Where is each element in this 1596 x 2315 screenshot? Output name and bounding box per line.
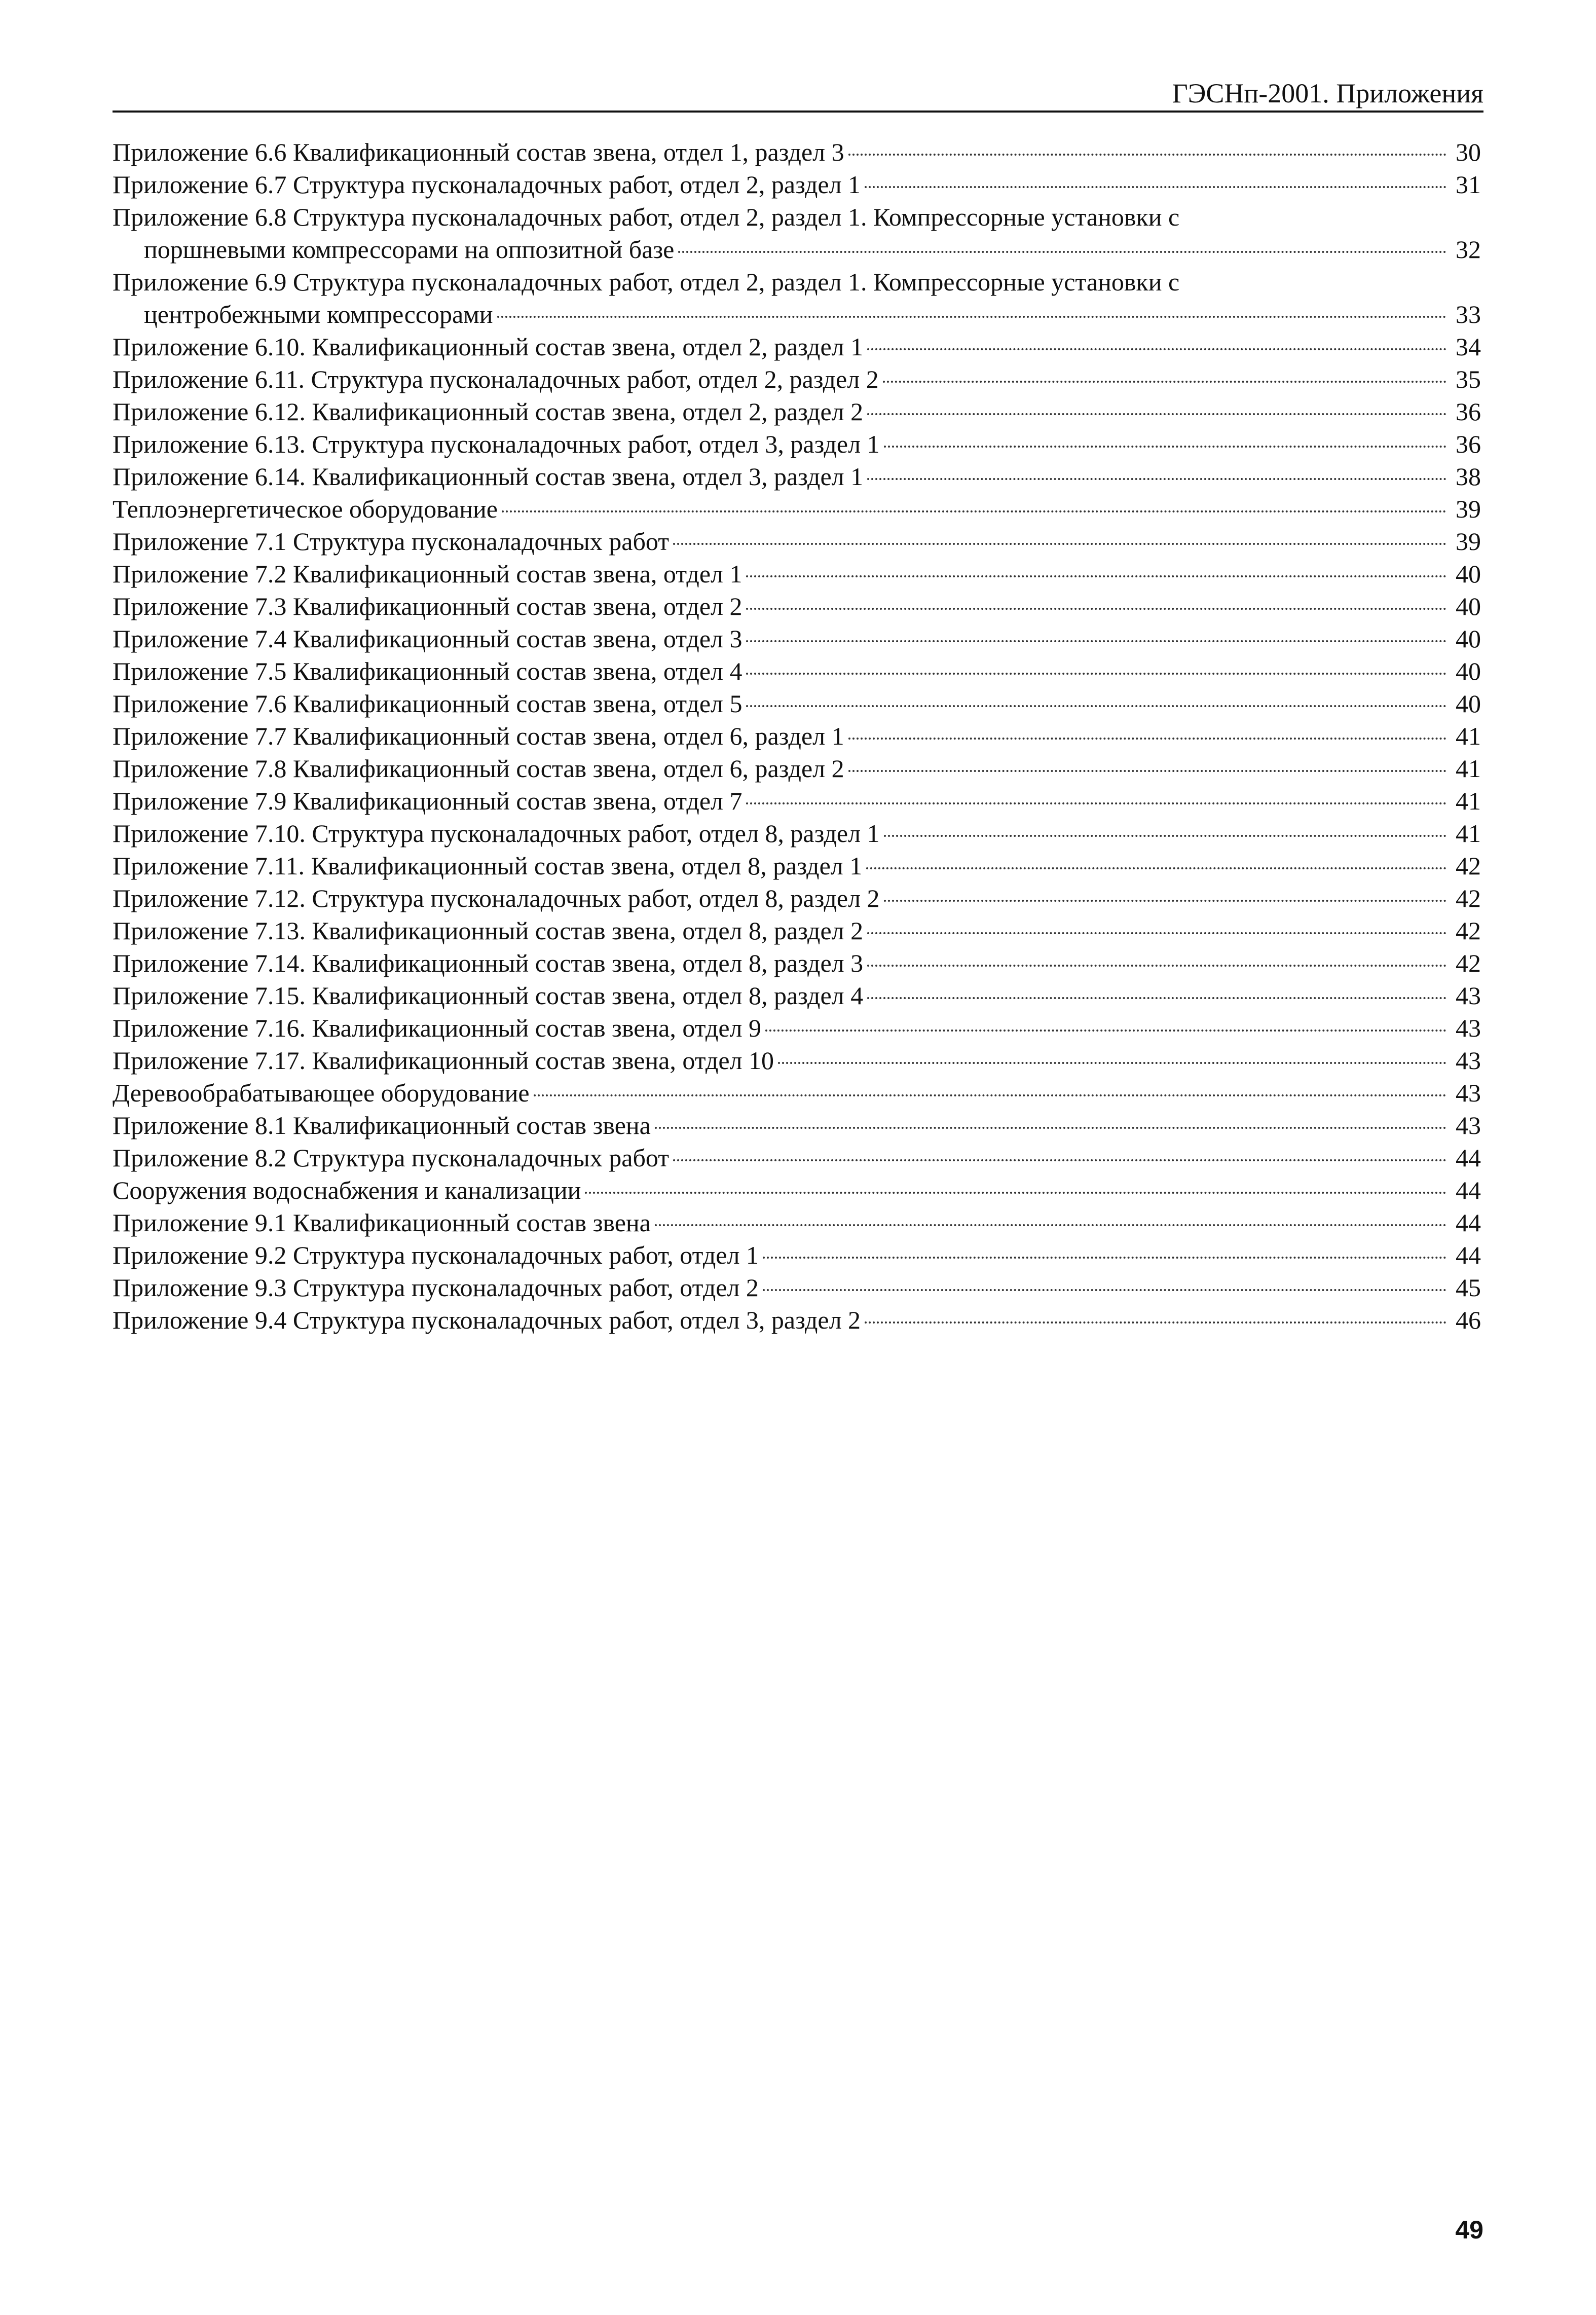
- dot-leader: [655, 1127, 1446, 1129]
- table-of-contents: [113, 136, 1481, 1336]
- toc-entry-page: 44: [1456, 1208, 1481, 1237]
- toc-entry-title: Приложение 9.1 Квалификационный состав звена: [113, 1208, 651, 1237]
- toc-entry-page: 36: [1456, 430, 1481, 458]
- toc-entry-title: Приложение 7.9 Квалификационный состав звена, отдел 7: [113, 787, 743, 815]
- toc-entry-title: Приложение 7.13. Квалификационный состав звена, отдел 8, раздел 2: [113, 916, 864, 945]
- toc-entry-page: 44: [1456, 1176, 1481, 1204]
- toc-entry-title: Приложение 9.3 Структура пусконаладочных работ, отдел 2: [113, 1273, 759, 1302]
- toc-entry: [113, 1142, 1481, 1174]
- toc-entry: [113, 266, 1481, 330]
- toc-entry: [113, 1239, 1481, 1271]
- toc-entry-title: Приложение 7.10. Структура пусконаладочных работ, отдел 8, раздел 1: [113, 819, 880, 848]
- toc-entry-page: 43: [1456, 1111, 1481, 1140]
- dot-leader: [746, 608, 1446, 610]
- dot-leader: [884, 835, 1446, 837]
- toc-entry: [113, 493, 1481, 525]
- toc-entry: [113, 460, 1481, 493]
- toc-entry-title: Приложение 9.2 Структура пусконаладочных работ, отдел 1: [113, 1241, 759, 1269]
- dot-leader: [678, 251, 1446, 253]
- toc-entry-title: Приложение 7.2 Квалификационный состав звена, отдел 1: [113, 560, 743, 588]
- page-header: [113, 76, 1483, 113]
- toc-entry-title: Приложение 6.10. Квалификационный состав звена, отдел 2, раздел 1: [113, 333, 864, 361]
- toc-entry-title: Сооружения водоснабжения и канализации: [113, 1176, 581, 1204]
- dot-leader: [746, 802, 1446, 804]
- toc-entry-title: Приложение 7.14. Квалификационный состав звена, отдел 8, раздел 3: [113, 949, 864, 977]
- toc-entry-continuation: поршневыми компрессорами на оппозитной базе: [144, 235, 675, 264]
- toc-entry-title: Приложение 6.6 Квалификационный состав звена, отдел 1, раздел 3: [113, 138, 844, 166]
- toc-entry: [113, 363, 1481, 395]
- toc-entry-page: 42: [1456, 884, 1481, 912]
- toc-entry-continuation-line: [113, 233, 1481, 266]
- toc-entry: [113, 622, 1481, 655]
- toc-entry-title: Приложение 7.4 Квалификационный состав звена, отдел 3: [113, 624, 743, 653]
- toc-entry-page: 31: [1456, 170, 1481, 199]
- dot-leader: [502, 510, 1446, 512]
- toc-entry-page: 42: [1456, 916, 1481, 945]
- toc-entry-title: Приложение 7.7 Квалификационный состав звена, отдел 6, раздел 1: [113, 722, 844, 750]
- toc-entry-title: Приложение 7.5 Квалификационный состав звена, отдел 4: [113, 657, 743, 685]
- toc-entry-title: Приложение 7.6 Квалификационный состав звена, отдел 5: [113, 689, 743, 718]
- toc-entry-title: Приложение 8.2 Структура пусконаладочных работ: [113, 1144, 670, 1172]
- dot-leader: [848, 154, 1446, 156]
- toc-entry: [113, 1109, 1481, 1142]
- toc-entry: [113, 1271, 1481, 1304]
- toc-entry-page: 43: [1456, 1079, 1481, 1107]
- toc-entry-page: 41: [1456, 722, 1481, 750]
- toc-entry-page: 40: [1456, 560, 1481, 588]
- dot-leader: [763, 1257, 1446, 1259]
- toc-entry-page: 32: [1456, 235, 1481, 264]
- toc-entry: [113, 979, 1481, 1012]
- toc-entry-title: Приложение 6.7 Структура пусконаладочных работ, отдел 2, раздел 1: [113, 170, 861, 199]
- dot-leader: [585, 1192, 1446, 1194]
- toc-entry-title: Приложение 7.11. Квалификационный состав звена, отдел 8, раздел 1: [113, 852, 863, 880]
- toc-entry-page: 43: [1456, 1014, 1481, 1042]
- toc-entry: [113, 687, 1481, 720]
- toc-entry-title: Приложение 7.3 Квалификационный состав звена, отдел 2: [113, 592, 743, 620]
- toc-entry: [113, 590, 1481, 622]
- toc-entry: [113, 1012, 1481, 1044]
- dot-leader: [765, 1030, 1446, 1032]
- toc-entry: [113, 136, 1481, 168]
- dot-leader: [746, 673, 1446, 675]
- dot-leader: [778, 1062, 1446, 1064]
- toc-entry-title: Приложение 7.17. Квалификационный состав звена, отдел 10: [113, 1046, 774, 1075]
- toc-entry-page: 44: [1456, 1144, 1481, 1172]
- toc-entry: [113, 914, 1481, 947]
- dot-leader: [867, 997, 1446, 999]
- toc-entry-title: Приложение 6.12. Квалификационный состав звена, отдел 2, раздел 2: [113, 397, 864, 426]
- toc-entry-title: Приложение 6.11. Структура пусконаладочных работ, отдел 2, раздел 2: [113, 365, 879, 393]
- dot-leader: [867, 478, 1446, 480]
- toc-entry-page: 36: [1456, 397, 1481, 426]
- dot-leader: [848, 770, 1446, 772]
- dot-leader: [867, 413, 1446, 415]
- toc-entry-page: 42: [1456, 852, 1481, 880]
- toc-entry: [113, 1174, 1481, 1206]
- toc-entry-page: 42: [1456, 949, 1481, 977]
- dot-leader: [746, 640, 1446, 642]
- dot-leader: [655, 1224, 1446, 1226]
- dot-leader: [497, 316, 1446, 318]
- toc-entry-title: Приложение 6.9 Структура пусконаладочных работ, отдел 2, раздел 1. Компрессорные установки с: [113, 268, 1180, 296]
- dot-leader: [883, 381, 1446, 383]
- dot-leader: [763, 1289, 1446, 1291]
- dot-leader: [867, 932, 1446, 934]
- toc-entry: [113, 720, 1481, 752]
- toc-entry: [113, 395, 1481, 428]
- toc-entry-page: 39: [1456, 527, 1481, 556]
- toc-entry-continuation: центробежными компрессорами: [144, 300, 493, 328]
- toc-entry-page: 40: [1456, 592, 1481, 620]
- toc-entry-page: 40: [1456, 624, 1481, 653]
- dot-leader: [867, 965, 1446, 967]
- dot-leader: [534, 1094, 1446, 1096]
- dot-leader: [884, 446, 1446, 448]
- toc-entry: [113, 1044, 1481, 1077]
- toc-entry-page: 44: [1456, 1241, 1481, 1269]
- toc-entry-title: Приложение 7.8 Квалификационный состав звена, отдел 6, раздел 2: [113, 754, 844, 783]
- toc-entry-page: 30: [1456, 138, 1481, 166]
- toc-entry-title: Приложение 9.4 Структура пусконаладочных работ, отдел 3, раздел 2: [113, 1306, 861, 1334]
- toc-entry-page: 43: [1456, 1046, 1481, 1075]
- toc-entry-page: 41: [1456, 787, 1481, 815]
- page-number: 49: [1455, 2216, 1483, 2244]
- dot-leader: [867, 348, 1446, 350]
- toc-entry: [113, 947, 1481, 979]
- header-title: ГЭСНп-2001. Приложения: [1172, 78, 1483, 108]
- toc-entry-page: 39: [1456, 495, 1481, 523]
- toc-entry: [113, 525, 1481, 558]
- toc-entry-page: 46: [1456, 1306, 1481, 1334]
- dot-leader: [865, 1321, 1446, 1324]
- toc-entry-title: Приложение 7.15. Квалификационный состав звена, отдел 8, раздел 4: [113, 981, 864, 1010]
- toc-entry: [113, 201, 1481, 266]
- toc-entry: [113, 1304, 1481, 1336]
- toc-entry-title: Деревообрабатывающее оборудование: [113, 1079, 530, 1107]
- toc-entry-page: 43: [1456, 981, 1481, 1010]
- toc-entry-page: 38: [1456, 462, 1481, 491]
- toc-entry-title: Теплоэнергетическое оборудование: [113, 495, 498, 523]
- toc-entry-title: Приложение 8.1 Квалификационный состав звена: [113, 1111, 651, 1140]
- toc-entry: [113, 330, 1481, 363]
- dot-leader: [673, 1159, 1446, 1161]
- toc-entry-page: 41: [1456, 754, 1481, 783]
- toc-entry-page: 40: [1456, 689, 1481, 718]
- toc-entry-page: 34: [1456, 333, 1481, 361]
- toc-entry: [113, 1206, 1481, 1239]
- dot-leader: [746, 575, 1446, 577]
- dot-leader: [884, 900, 1446, 902]
- dot-leader: [848, 738, 1446, 740]
- toc-entry-title: Приложение 6.13. Структура пусконаладочных работ, отдел 3, раздел 1: [113, 430, 880, 458]
- dot-leader: [866, 867, 1446, 869]
- toc-entry-title: Приложение 7.12. Структура пусконаладочных работ, отдел 8, раздел 2: [113, 884, 880, 912]
- toc-entry-page: 40: [1456, 657, 1481, 685]
- toc-entry-page: 41: [1456, 819, 1481, 848]
- toc-entry: [113, 850, 1481, 882]
- toc-entry-page: 33: [1456, 300, 1481, 328]
- dot-leader: [673, 543, 1446, 545]
- toc-entry-title: Приложение 7.1 Структура пусконаладочных работ: [113, 527, 670, 556]
- toc-entry-title: Приложение 6.8 Структура пусконаладочных работ, отдел 2, раздел 1. Компрессорные установки с: [113, 203, 1180, 231]
- toc-entry: [113, 428, 1481, 460]
- dot-leader: [746, 705, 1446, 707]
- toc-entry: [113, 785, 1481, 817]
- dot-leader: [865, 186, 1446, 188]
- toc-entry-continuation-line: [113, 298, 1481, 330]
- toc-entry: [113, 1077, 1481, 1109]
- toc-entry: [113, 882, 1481, 914]
- toc-entry-title: Приложение 6.14. Квалификационный состав звена, отдел 3, раздел 1: [113, 462, 864, 491]
- toc-entry: [113, 168, 1481, 201]
- toc-entry: [113, 558, 1481, 590]
- toc-entry: [113, 752, 1481, 785]
- toc-entry: [113, 817, 1481, 850]
- toc-entry-page: 45: [1456, 1273, 1481, 1302]
- toc-entry-title: Приложение 7.16. Квалификационный состав звена, отдел 9: [113, 1014, 761, 1042]
- toc-entry: [113, 655, 1481, 687]
- toc-entry-page: 35: [1456, 365, 1481, 393]
